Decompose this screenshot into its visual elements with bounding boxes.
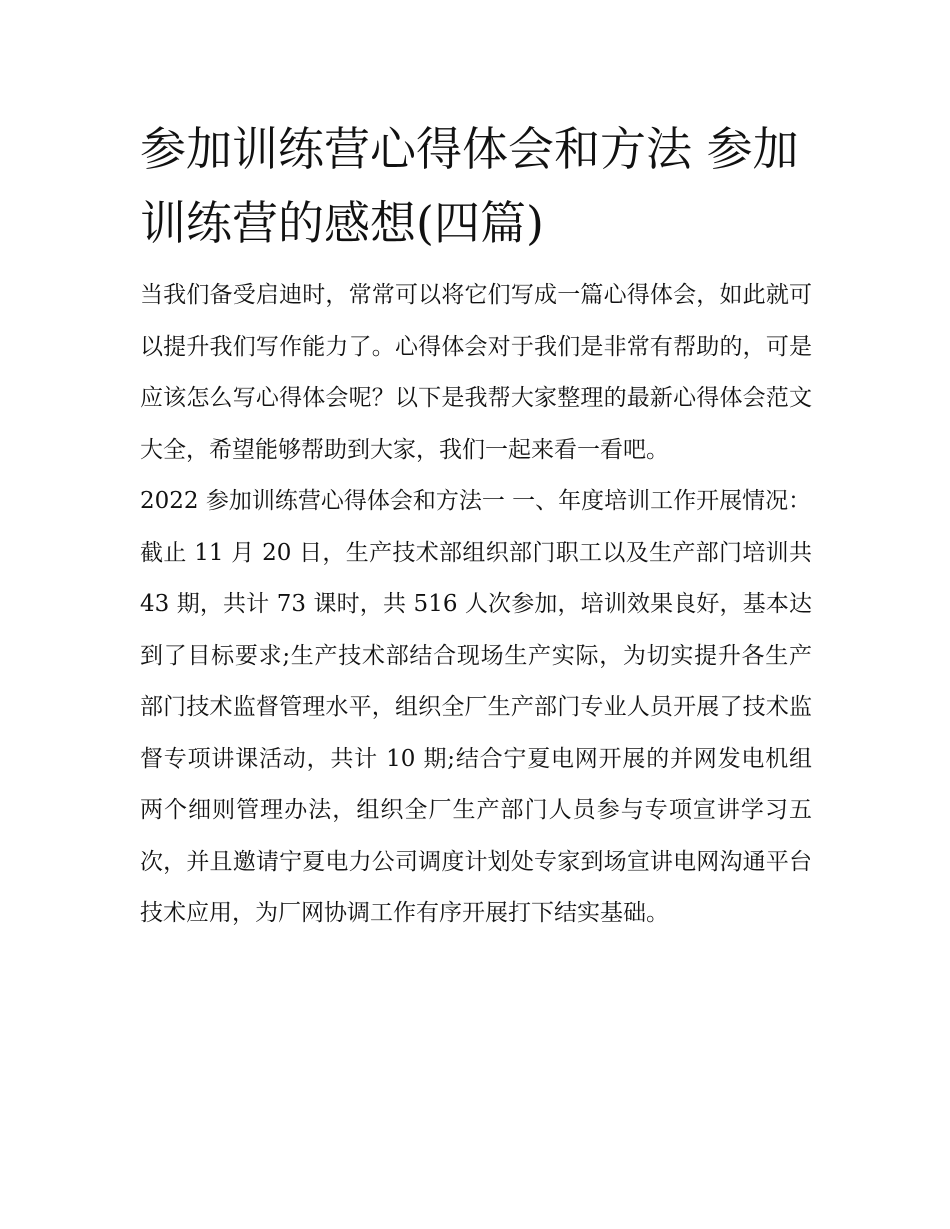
- intro-paragraph: 当我们备受启迪时，常常可以将它们写成一篇心得体会，如此就可以提升我们写作能力了。心得体会对于我们是非常有帮助的，可是应该怎么写心得体会呢？以下是我帮大家整理的最新心得体会范文大全，希望能够帮助到大家，我们一起来看一看吧。: [140, 282, 812, 463]
- section-heading-paragraph: 2022 参加训练营心得体会和方法一 一、年度培训工作开展情况：: [140, 488, 812, 514]
- document-page: [140, 112, 812, 940]
- document-title: 参加训练营心得体会和方法 参加训练营的感想(四篇): [140, 122, 799, 250]
- body-paragraph: 截止 11 月 20 日，生产技术部组织部门职工以及生产部门培训共 43 期，共计 73 课时，共 516 人次参加，培训效果良好，基本达到了目标要求;生产技术部结合现场生产实际，为切实提升各生产部门技术监督管理水平，组织全厂生产部门专业人员开展了技术监督专项讲课活动，共计 10 期;结合宁夏电网开展的并网发电机组两个细则管理办法，组织全厂生产部门人员参与专项宣讲学习五次，并且邀请宁夏电力公司调度计划处专家到场宣讲电网沟通平台技术应用，为厂网协调工作有序开展打下结实基础。: [140, 539, 812, 926]
